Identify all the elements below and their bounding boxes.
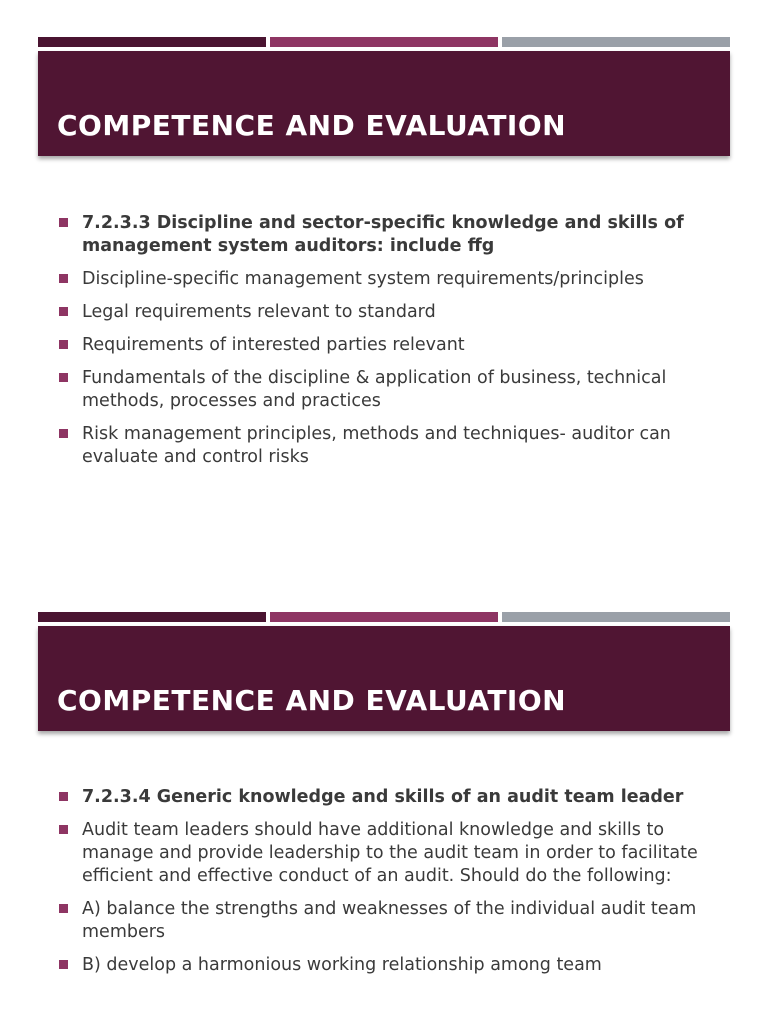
list-item <box>58 212 718 258</box>
bullet-list <box>58 786 718 987</box>
accent-stripe-dark <box>38 37 266 47</box>
bullet-text: A) balance the strengths and weaknesses of the individual audit team members <box>82 899 697 942</box>
accent-stripe-gray <box>502 37 730 47</box>
square-bullet-icon <box>59 960 68 969</box>
accent-stripe-mid <box>270 612 498 622</box>
slide-1 <box>0 37 768 537</box>
list-item <box>58 954 718 977</box>
list-item <box>58 334 718 357</box>
list-item <box>58 819 718 888</box>
slide-title: COMPETENCE AND EVALUATION <box>57 109 567 142</box>
bullet-text: B) develop a harmonious working relationship among team <box>82 955 602 975</box>
list-item <box>58 786 718 809</box>
bullet-text: 7.2.3.4 Generic knowledge and skills of an audit team leader <box>82 787 684 807</box>
list-item <box>58 301 718 324</box>
list-item <box>58 423 718 469</box>
list-item <box>58 268 718 291</box>
square-bullet-icon <box>59 274 68 283</box>
bullet-text: Requirements of interested parties relevant <box>82 335 465 355</box>
bullet-list <box>58 212 718 479</box>
square-bullet-icon <box>59 904 68 913</box>
square-bullet-icon <box>59 373 68 382</box>
slide-2 <box>0 612 768 1024</box>
title-banner <box>38 51 730 156</box>
accent-stripe-gray <box>502 612 730 622</box>
title-banner <box>38 626 730 731</box>
bullet-text: Audit team leaders should have additional knowledge and skills to manage and provide leadership to the audit team in order to facilitate efficient and effective conduct of an audit. Should do the following: <box>82 820 698 886</box>
square-bullet-icon <box>59 218 68 227</box>
square-bullet-icon <box>59 340 68 349</box>
bullet-text: Discipline-specific management system requirements/principles <box>82 269 644 289</box>
bullet-text: 7.2.3.3 Discipline and sector-specific knowledge and skills of management system auditors: include ffg <box>82 213 684 256</box>
square-bullet-icon <box>59 792 68 801</box>
list-item <box>58 367 718 413</box>
bullet-text: Fundamentals of the discipline & application of business, technical methods, processes and practices <box>82 368 667 411</box>
square-bullet-icon <box>59 429 68 438</box>
square-bullet-icon <box>59 307 68 316</box>
bullet-text: Risk management principles, methods and techniques- auditor can evaluate and control risks <box>82 424 671 467</box>
list-item <box>58 898 718 944</box>
square-bullet-icon <box>59 825 68 834</box>
accent-stripe-dark <box>38 612 266 622</box>
accent-stripe-mid <box>270 37 498 47</box>
slide-title: COMPETENCE AND EVALUATION <box>57 684 567 717</box>
bullet-text: Legal requirements relevant to standard <box>82 302 436 322</box>
